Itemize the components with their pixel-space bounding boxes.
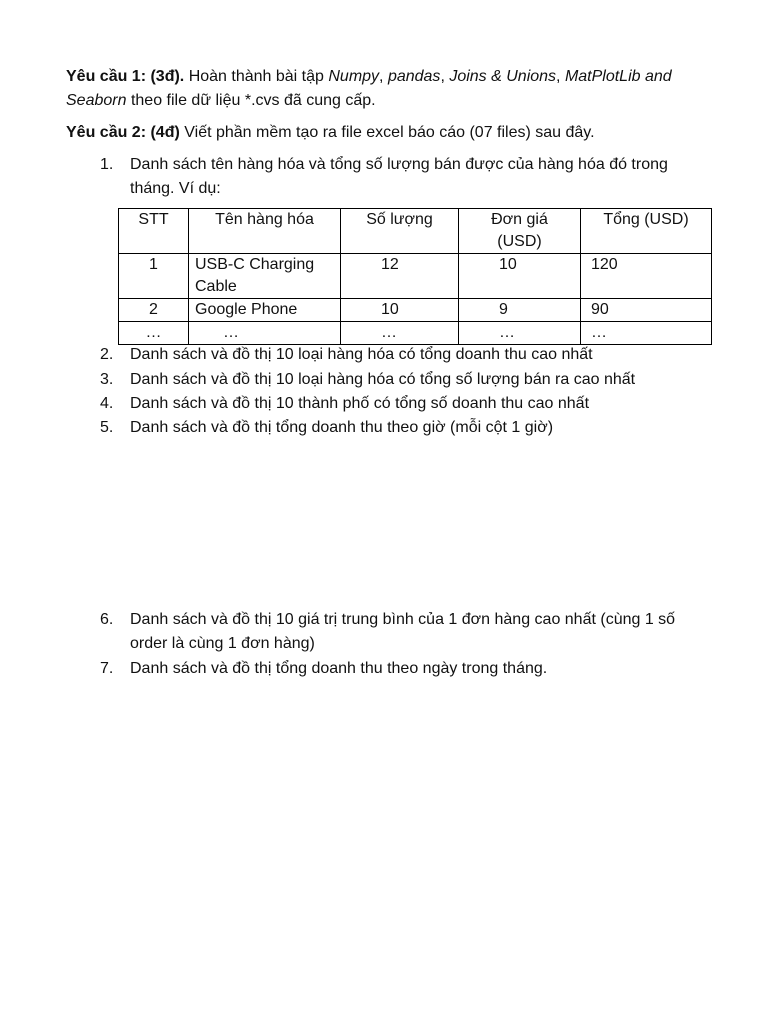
separator: , (556, 68, 565, 85)
header-quantity: Số lượng (341, 209, 459, 254)
cell-name: Google Phone (189, 299, 341, 322)
list-number: 3. (100, 371, 114, 388)
header-stt: STT (119, 209, 189, 254)
cell-total: 90 (581, 299, 712, 322)
cell-quantity: … (341, 322, 459, 345)
requirement-2-text: Viết phần mềm tạo ra file excel báo cáo (07 files) sau đây. (179, 124, 595, 141)
list-text: Danh sách và đồ thị 10 loại hàng hóa có tổng doanh thu cao nhất (130, 346, 593, 363)
list-text: Danh sách và đồ thị 10 thành phố có tổng số doanh thu cao nhất (130, 395, 590, 412)
list-number: 1. (100, 156, 114, 173)
header-total: Tổng (USD) (581, 209, 712, 254)
cell-unit-price: 9 (459, 299, 581, 322)
cell-name: USB-C Charging Cable (189, 254, 341, 299)
requirement-1-text-end: theo file dữ liệu *.cvs đã cung cấp. (126, 92, 376, 109)
requirement-1-label: Yêu cầu 1: (3đ). (66, 68, 185, 85)
list-text: Danh sách và đồ thị 10 giá trị trung bình của 1 đơn hàng cao nhất (cùng 1 số order là cùng 1 đơn hàng) (130, 611, 676, 652)
term-pandas: pandas (387, 68, 441, 85)
term-joins-unions: Joins & Unions (449, 68, 557, 85)
cell-total: 120 (581, 254, 712, 299)
list-text: Danh sách và đồ thị 10 loại hàng hóa có tổng số lượng bán ra cao nhất (130, 371, 636, 388)
header-unit-price: Đơn giá (USD) (459, 209, 581, 254)
requirement-1 (66, 65, 706, 113)
cell-quantity: 10 (341, 299, 459, 322)
list-number: 6. (100, 611, 114, 628)
cell-name: … (189, 322, 341, 345)
list-number: 2. (100, 346, 114, 363)
table-row (119, 254, 712, 299)
list-text: Danh sách tên hàng hóa và tổng số lượng bán được của hàng hóa đó trong tháng. Ví dụ: (130, 156, 668, 197)
requirement-2-label: Yêu cầu 2: (4đ) (66, 124, 180, 141)
cell-stt: 1 (119, 254, 189, 299)
cell-unit-price: … (459, 322, 581, 345)
cell-stt: … (119, 322, 189, 345)
list-number: 7. (100, 660, 114, 677)
requirement-2 (66, 121, 706, 145)
list-text: Danh sách và đồ thị tổng doanh thu theo giờ (mỗi cột 1 giờ) (130, 419, 554, 436)
table-header-row (119, 209, 712, 254)
term-matplotlib-seaborn: MatPlotLib and Seaborn (66, 68, 672, 109)
list-number: 5. (100, 419, 114, 436)
cell-total: … (581, 322, 712, 345)
example-table (118, 208, 712, 345)
cell-stt: 2 (119, 299, 189, 322)
table-row (119, 299, 712, 322)
term-numpy: Numpy (328, 68, 380, 85)
separator: , (440, 68, 450, 85)
cell-unit-price: 10 (459, 254, 581, 299)
cell-quantity: 12 (341, 254, 459, 299)
requirement-1-text: Hoàn thành bài tập (184, 68, 329, 85)
header-name: Tên hàng hóa (189, 209, 341, 254)
table-row (119, 322, 712, 345)
list-number: 4. (100, 395, 114, 412)
separator: , (379, 68, 388, 85)
list-text: Danh sách và đồ thị tổng doanh thu theo ngày trong tháng. (130, 660, 548, 677)
